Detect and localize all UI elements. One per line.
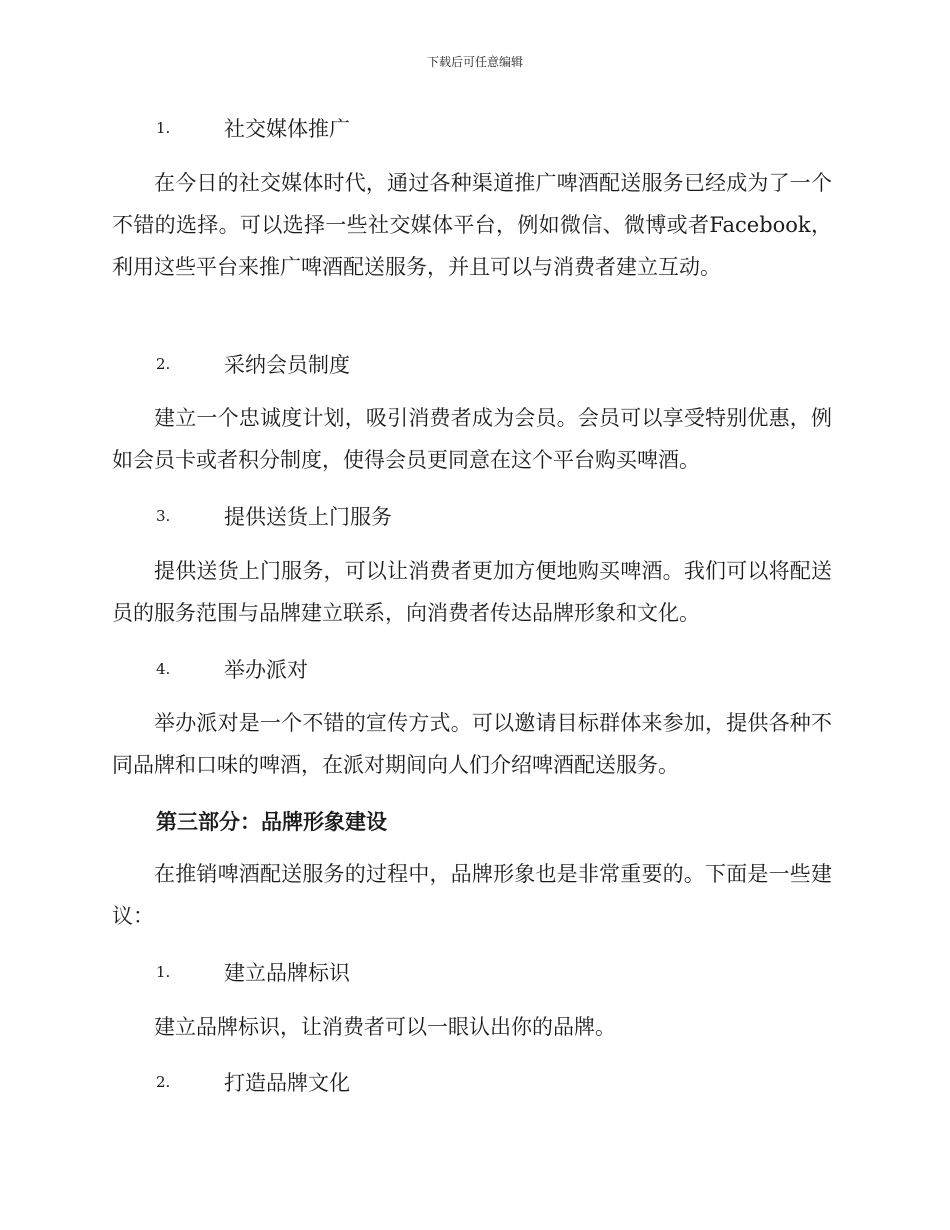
paragraph: 在今日的社交媒体时代，通过各种渠道推广啤酒配送服务已经成为了一个不错的选择。可以选择一些社交媒体平台，例如微信、微博或者Facebook，利用这些平台来推广啤酒配送服务，并且可以与消费者建立互动。	[112, 171, 832, 279]
paragraph: 在推销啤酒配送服务的过程中，品牌形象也是非常重要的。下面是一些建议：	[112, 862, 832, 928]
section-heading: 第三部分：品牌形象建设	[156, 810, 387, 834]
list-number: 3.	[156, 507, 171, 525]
list-item	[112, 958, 350, 986]
list-title: 打造品牌文化	[224, 1071, 350, 1095]
list-number: 2.	[156, 355, 171, 373]
paragraph: 建立一个忠诚度计划，吸引消费者成为会员。会员可以享受特别优惠，例如会员卡或者积分制度，使得会员更同意在这个平台购买啤酒。	[112, 406, 832, 472]
list-number: 1.	[156, 963, 171, 981]
paragraph: 建立品牌标识，让消费者可以一眼认出你的品牌。	[154, 1015, 616, 1039]
list-item	[112, 502, 392, 530]
list-item	[112, 350, 350, 378]
list-title: 社交媒体推广	[224, 117, 350, 141]
paragraph: 提供送货上门服务，可以让消费者更加方便地购买啤酒。我们可以将配送员的服务范围与品牌建立联系，向消费者传达品牌形象和文化。	[112, 559, 832, 625]
list-item	[112, 114, 350, 142]
list-number: 2.	[156, 1073, 171, 1091]
list-item	[112, 655, 308, 683]
list-number: 1.	[156, 119, 171, 137]
list-title: 采纳会员制度	[224, 353, 350, 377]
list-title: 举办派对	[224, 658, 308, 682]
list-title: 提供送货上门服务	[224, 505, 392, 529]
list-item	[112, 1068, 350, 1096]
list-title: 建立品牌标识	[224, 961, 350, 985]
page-header: 下载后可任意编辑	[426, 55, 523, 69]
list-number: 4.	[156, 660, 171, 678]
paragraph: 举办派对是一个不错的宣传方式。可以邀请目标群体来参加，提供各种不同品牌和口味的啤酒，在派对期间向人们介绍啤酒配送服务。	[112, 711, 832, 777]
